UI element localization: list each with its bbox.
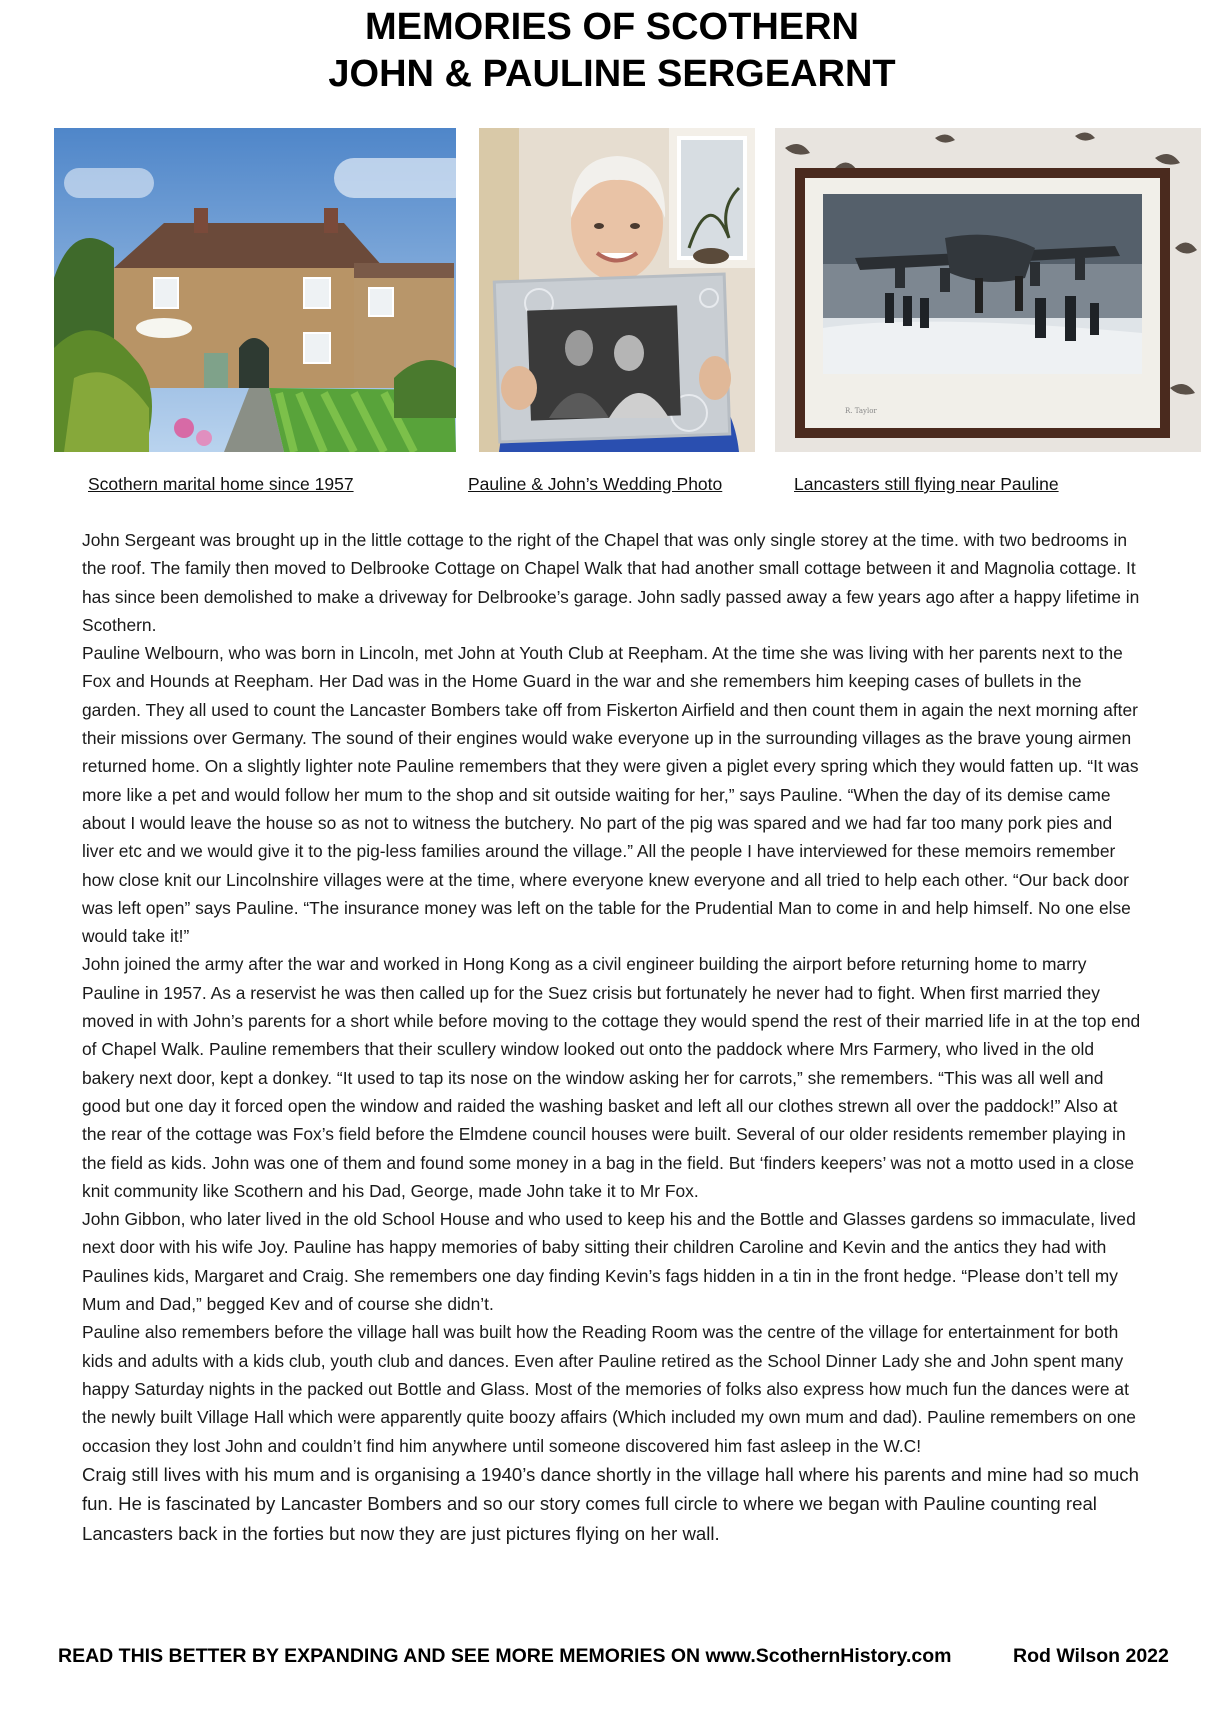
cottage-photo-caption: Scothern marital home since 1957 <box>88 474 354 494</box>
lancaster-painting-photo <box>775 128 1201 452</box>
wedding-photo <box>479 128 755 452</box>
article-paragraph: John Sergeant was brought up in the little cottage to the right of the Chapel that was only single storey at the time. with two bedrooms in the roof. The family then moved to Delbrooke Cottage on Chapel Walk that had another small cottage between it and Magnolia cottage. It has since been demolished to make a driveway for Delbrooke’s garage. John sadly passed away a few years ago after a happy lifetime in Scothern. <box>82 530 1140 635</box>
footer <box>58 1645 1178 1668</box>
article-paragraph: Craig still lives with his mum and is organising a 1940’s dance shortly in the village hall where his parents and mine had so much fun. He is fascinated by Lancaster Bombers and so our story comes full circle to where we began with Pauline counting real Lancasters back in the forties but now they are just pictures flying on her wall. <box>82 1463 1139 1544</box>
footer-credit: Rod Wilson 2022 <box>1013 1645 1169 1667</box>
article-paragraph: John Gibbon, who later lived in the old School House and who used to keep his and the Bottle and Glasses gardens so immaculate, lived next door with his wife Joy. Pauline has happy memories of baby sitting their children Caroline and Kevin and the antics they had with Paulines kids, Margaret and Craig. She remembers one day finding Kevin’s fags hidden in a tin in the front hedge. “Please don’t tell my Mum and Dad,” begged Kev and of course she didn’t. <box>82 1209 1136 1315</box>
title-line-2: JOHN & PAULINE SERGEARNT <box>328 53 896 95</box>
article-paragraph: John joined the army after the war and worked in Hong Kong as a civil engineer building the airport before returning home to marry Pauline in 1957. As a reservist he was then called up for the Suez crisis but fortunately he never had to fight. When first married they moved in with John’s parents for a short while before moving to the cottage they would spend the rest of their married life in at the top end of Chapel Walk. Pauline remembers that their scullery window looked out onto the paddock where Mrs Farmery, who lived in the old bakery next door, kept a donkey. “It used to tap its nose on the window asking her for carrots,” she remembers. “This was all well and good but one day it forced open the window and raided the washing basket and left all our clothes strewn all over the paddock!” Also at the rear of the cottage was Fox’s field before the Elmdene council houses were built. Several of our older residents remember playing in the field as kids. John was one of them and found some money in a bag in the field. But ‘finders keepers’ was not a motto used in a close knit community like Scothern and his Dad, George, made John take it to Mr Fox. <box>82 954 1141 1201</box>
title-line-1: MEMORIES OF SCOTHERN <box>364 6 860 48</box>
wedding-photo-caption: Pauline & John’s Wedding Photo <box>468 474 723 494</box>
article-paragraph: Pauline Welbourn, who was born in Lincoln, met John at Youth Club at Reepham. At the time she was living with her parents next to the Fox and Hounds at Reepham. Her Dad was in the Home Guard in the war and she remembers him keeping cases of bullets in the garden. They all used to count the Lancaster Bombers take off from Fiskerton Airfield and then count them in again the next morning after their missions over Germany. The sound of their engines would wake everyone up in the surrounding villages as the brave young airmen returned home. On a slightly lighter note Pauline remembers that they were given a piglet every spring which they would fatten up. “It was more like a pet and would follow her mum to the shop and sit outside waiting for her,” says Pauline. “When the day of its demise came about I would leave the house so as not to witness the butchery. No part of the pig was spared and we had far too many pork pies and liver etc and we would give it to the pig-less families around the village.” All the people I have interviewed for these memoirs remember how close knit our Lincolnshire villages were at the time, where everyone knew everyone and all tried to help each other. “Our back door was left open” says Pauline. “The insurance money was left on the table for the Prudential Man to come in and help himself. No one else would take it!” <box>82 643 1139 947</box>
painting-signature: R. Taylor <box>845 407 877 415</box>
footer-cta: READ THIS BETTER BY EXPANDING AND SEE MORE MEMORIES ON www.ScothernHistory.com <box>58 1645 952 1667</box>
article-paragraph: Pauline also remembers before the village hall was built how the Reading Room was the centre of the village for entertainment for both kids and adults with a kids club, youth club and dances. Even after Pauline retired as the School Dinner Lady she and John spent many happy Saturday nights in the packed out Bottle and Glass. Most of the memories of folks also express how much fun the dances were at the newly built Village Hall which were apparently quite boozy affairs (Which included my own mum and dad). Pauline remembers on one occasion they lost John and couldn’t find him anywhere until someone discovered him fast asleep in the W.C! <box>82 1322 1136 1456</box>
page-title <box>0 4 1224 98</box>
cottage-photo <box>54 128 456 452</box>
lancaster-photo-caption: Lancasters still flying near Pauline <box>794 474 1059 494</box>
article-body <box>82 526 1142 1548</box>
